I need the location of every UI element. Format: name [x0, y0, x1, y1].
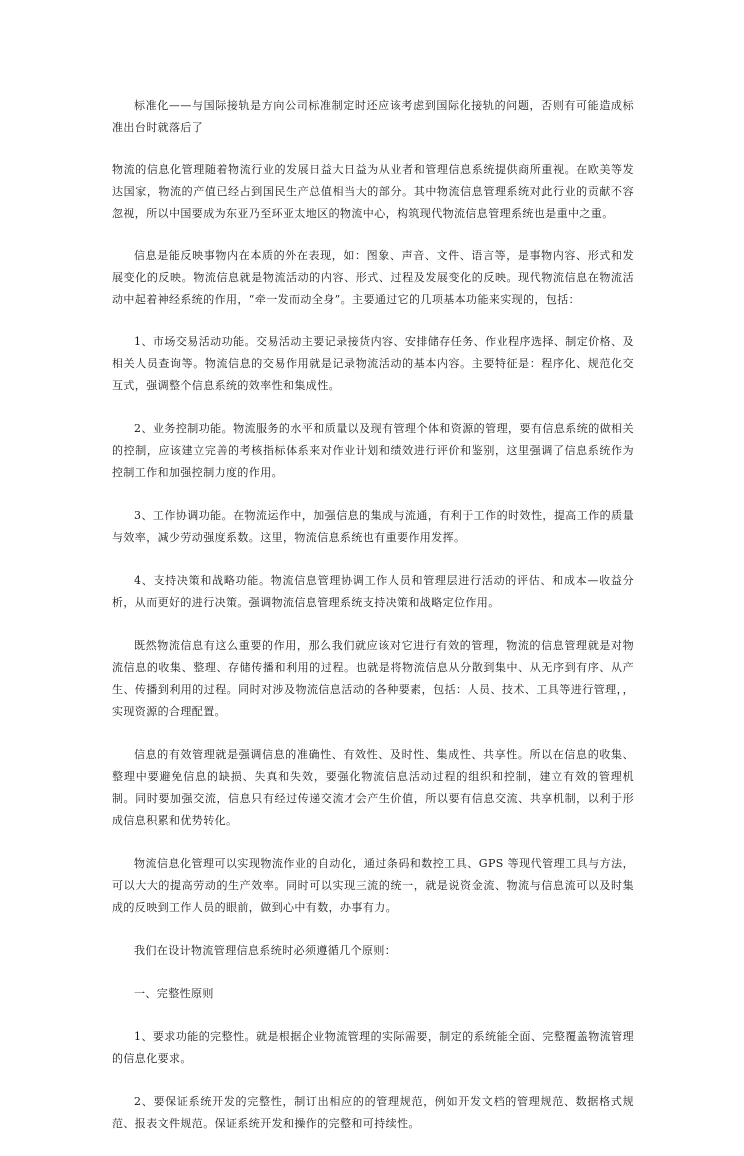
paragraph-automation: 物流信息化管理可以实现物流作业的自动化，通过条码和数控工具、GPS 等现代管理工具与方法，可以大大的提高劳动的生产效率。同时可以实现三流的统一，就是说资金流、物流与信息流可以及时集成的反映到工作人员的眼前，做到心中有数，办事有力。	[112, 857, 634, 914]
paragraph-development-completeness: 2、要保证系统开发的完整性，制订出相应的的管理规范，例如开发文档的管理规范、数据格式规范、报表文件规范。保证系统开发和操作的完整和可持续性。	[112, 1095, 634, 1130]
section-heading-completeness: 一、完整性原则	[134, 987, 214, 1000]
paragraph-information-definition: 信息是能反映事物内在本质的外在表现，如：图象、声音、文件、语言等，是事物内容、形式和发展变化的反映。物流信息就是物流活动的内容、形式、过程及发展变化的反映。现代物流信息在物流活动中起着神经系统的作用，“牵一发而动全身”。主要通过它的几项基本功能来实现的，包括：	[112, 249, 634, 306]
paragraph-information-management: 既然物流信息有这么重要的作用，那么我们就应该对它进行有效的管理，物流的信息管理就是对物流信息的收集、整理、存储传播和利用的过程。也就是将物流信息从分散到集中、从无序到有序、从产生、传播到利用的过程。同时对涉及物流信息活动的各种要素，包括：人员、技术、工具等进行管理，，实现资源的合理配置。	[112, 639, 634, 718]
paragraph-function-coordination: 3、工作协调功能。在物流运作中，加强信息的集成与流通，有利于工作的时效性，提高工作的质量与效率，减少劳动强度系数。这里，物流信息系统也有重要作用发挥。	[112, 509, 634, 544]
paragraph-function-trading: 1、市场交易活动功能。交易活动主要记录接货内容、安排储存任务、作业程序选择、制定价格、及相关人员查询等。物流信息的交易作用就是记录物流活动的基本内容。主要特征是：程序化、规范化交互式，强调整个信息系统的效率性和集成性。	[112, 335, 634, 392]
paragraph-functional-completeness: 1、要求功能的完整性。就是根据企业物流管理的实际需要，制定的系统能全面、完整覆盖物流管理的信息化要求。	[112, 1030, 634, 1065]
paragraph-function-control: 2、业务控制功能。物流服务的水平和质量以及现有管理个体和资源的管理，要有信息系统的做相关的控制，应该建立完善的考核指标体系来对作业计划和绩效进行评价和鉴别，这里强调了信息系统作为控制工作和加强控制力度的作用。	[112, 422, 634, 479]
paragraph-function-decision: 4、支持决策和战略功能。物流信息管理协调工作人员和管理层进行活动的评估、和成本—收益分析，从而更好的进行决策。强调物流信息管理系统支持决策和战略定位作用。	[112, 574, 634, 609]
paragraph-effective-management: 信息的有效管理就是强调信息的准确性、有效性、及时性、集成性、共享性。所以在信息的收集、整理中要避免信息的缺损、失真和失效，要强化物流信息活动过程的组织和控制，建立有效的管理机制。同时要加强交流，信息只有经过传递交流才会产生价值，所以要有信息交流、共享机制，以利于形成信息积累和优势转化。	[112, 748, 634, 827]
paragraph-design-principles: 我们在设计物流管理信息系统时必须遵循几个原则：	[134, 944, 397, 957]
paragraph-logistics-informatization: 物流的信息化管理随着物流行业的发展日益大日益为从业者和管理信息系统提供商所重视。在欧美等发达国家，物流的产值已经占到国民生产总值相当大的部分。其中物流信息管理系统对此行业的贡献不容忽视，所以中国要成为东亚乃至环亚太地区的物流中心，构筑现代物流信息管理系统也是重中之重。	[112, 163, 634, 220]
paragraph-standardization: 标准化——与国际接轨是方向公司标准制定时还应该考虑到国际化接轨的问题，否则有可能造成标准出台时就落后了	[112, 99, 634, 134]
document-page	[112, 95, 634, 1156]
